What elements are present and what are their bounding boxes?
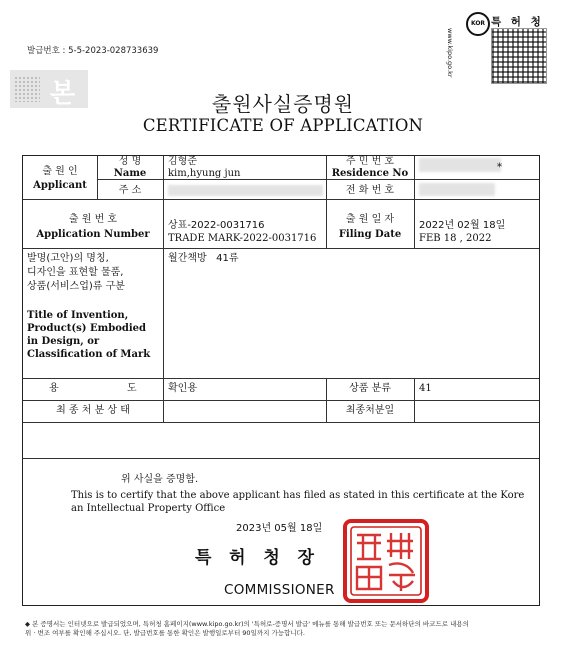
filing-date-ko: 2022년 02월 18일 <box>419 220 506 231</box>
certify-english-1: This is to certify that the above applicant has filed as stated in this certificate at the Kore <box>71 490 525 501</box>
invention-label-ko-3: 상품(서비스업)류 구분 <box>27 281 125 292</box>
agency-name: 특 허 청 <box>491 16 544 28</box>
kipo-logo-icon: KOR <box>466 12 490 36</box>
issue-number: 발급번호 : 5-5-2023-028733639 <box>27 46 159 56</box>
residence-label-ko: 주 민 번 호 <box>345 156 395 167</box>
invention-label-ko-1: 발명(고안)의 명칭, <box>27 253 109 264</box>
address-label-ko: 주 소 <box>118 185 142 196</box>
filing-date-en: FEB 18 , 2022 <box>419 233 492 244</box>
agency-url: www.kipo.go.kr <box>446 28 454 78</box>
invention-label-en-3: in Design, or <box>27 336 100 347</box>
name-value-ko: 김형준 <box>168 156 197 167</box>
certify-date: 2023년 05월 18일 <box>236 523 323 534</box>
footnote <box>25 620 545 638</box>
certificate-table <box>22 155 540 606</box>
title-english: CERTIFICATE OF APPLICATION <box>142 116 424 135</box>
invention-label-en-4: Classification of Mark <box>27 349 151 360</box>
title-korean: 출원사실증명원 <box>211 92 355 116</box>
application-number-en: TRADE MARK-2022-0031716 <box>168 233 317 244</box>
application-number-ko: 상표-2022-0031716 <box>168 220 265 231</box>
residence-label-en: Residence No <box>331 168 409 179</box>
issuer-korean: 특 허 청 장 <box>195 548 314 568</box>
name-label-ko: 성 명 <box>118 156 142 167</box>
residence-value-suffix: * <box>497 162 502 173</box>
footnote-line-1: ◆ 본 증명서는 인터넷으로 발급되었으며, 특허청 홈페이지(www.kipo.go.kr)의 '특허로-증명서 발급' 메뉴를 통해 발급번호 또는 문서하단의 바코드로 내용의 <box>25 620 469 628</box>
address-redaction <box>168 185 323 196</box>
purpose-label-right: 도 <box>127 383 137 394</box>
invention-value: 월간책방 41류 <box>168 253 239 264</box>
copy-mark-label: 본 <box>50 79 76 109</box>
final-date-label: 최종처분일 <box>345 405 395 416</box>
name-value-en: kim,hyung jun <box>168 168 241 179</box>
certify-english-2: an Intellectual Property Office <box>71 503 226 514</box>
class-label: 상품 분류 <box>349 383 391 394</box>
red-seal-stamp-icon <box>343 519 429 603</box>
purpose-label-left: 용 <box>49 383 59 394</box>
qr-code-icon <box>491 28 547 84</box>
certify-korean: 위 사실을 증명함. <box>121 474 199 485</box>
issuer-english: COMMISSIONER <box>224 582 335 598</box>
phone-redaction <box>419 183 495 196</box>
applicant-label-ko: 출 원 인 <box>42 166 78 177</box>
invention-label-en-2: Product(s) Embodied <box>27 323 147 334</box>
filing-date-label-ko: 출 원 일 자 <box>345 214 395 225</box>
residence-redaction <box>419 158 501 172</box>
application-number-label-ko: 출 원 번 호 <box>68 214 118 225</box>
applicant-label-en: Applicant <box>33 180 87 191</box>
final-status-label: 최 종 처 분 상 태 <box>56 405 130 416</box>
name-label-en: Name <box>113 168 147 179</box>
footnote-line-2: 위 · 변조 여부를 확인해 주십시오. 단, 발급번호를 통한 확인은 발행일로부터 90일까지 가능합니다. <box>25 629 305 637</box>
class-value: 41 <box>419 383 432 394</box>
invention-label-en-1: Title of Invention, <box>27 310 129 321</box>
phone-label-ko: 전 화 번 호 <box>345 185 395 196</box>
purpose-value: 확인용 <box>168 383 197 394</box>
filing-date-label-en: Filing Date <box>338 229 402 240</box>
invention-label-ko-2: 디자인을 표현할 물품, <box>27 267 124 278</box>
application-number-label-en: Application Number <box>36 229 150 240</box>
